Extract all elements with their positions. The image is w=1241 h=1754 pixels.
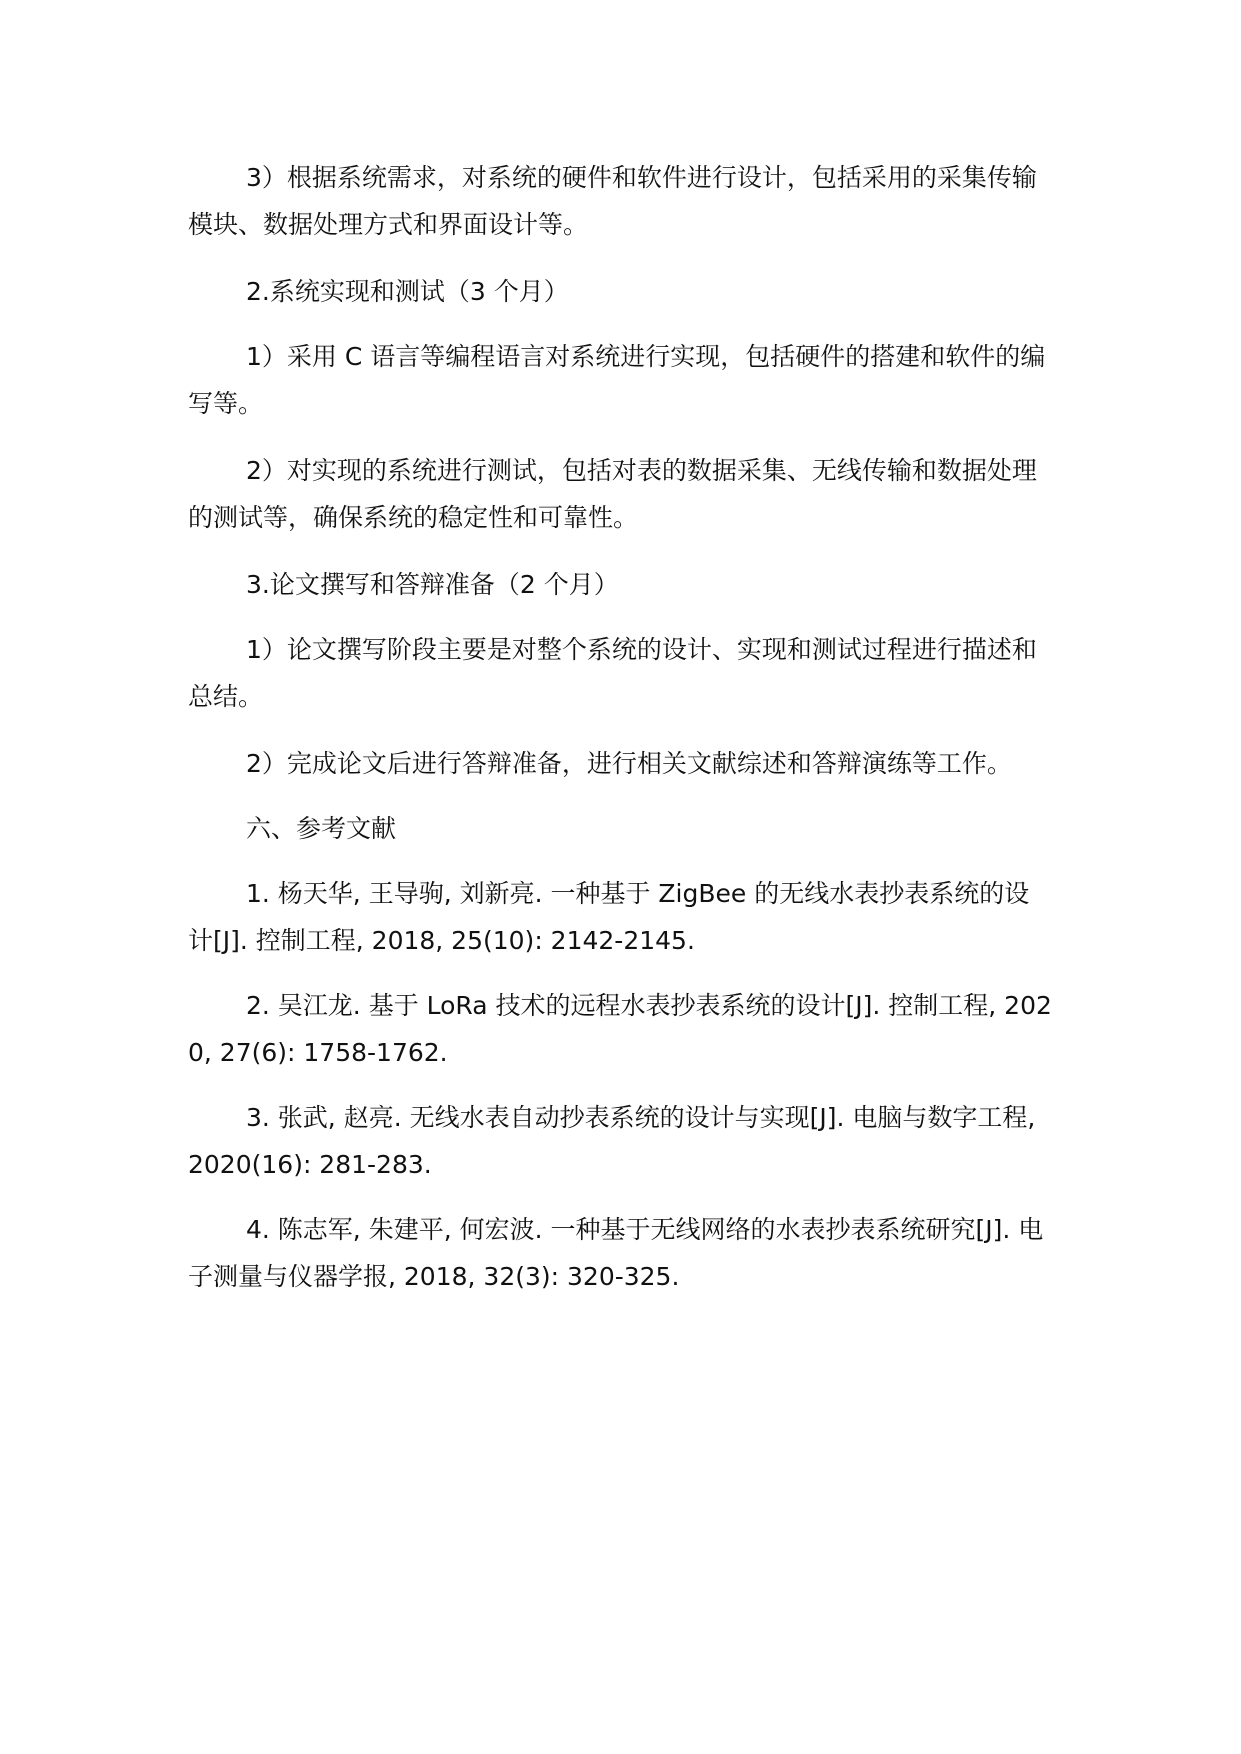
reference-item: 1. 杨天华, 王导驹, 刘新亮. 一种基于 ZigBee 的无线水表抄表系统的设计[J]. 控制工程, 2018, 25(10): 2142-2145.: [188, 879, 1030, 955]
plan-phase-implementation-testing: 2.系统实现和测试（3 个月）: [246, 277, 569, 306]
reference-item: 2. 吴江龙. 基于 LoRa 技术的远程水表抄表系统的设计[J]. 控制工程, 2020, 27(6): 1758-1762.: [188, 991, 1052, 1067]
plan-item-thesis-writing: 1）论文撰写阶段主要是对整个系统的设计、实现和测试过程进行描述和总结。: [188, 635, 1037, 711]
document-body: [188, 154, 1054, 1318]
references-list: [188, 870, 1054, 1300]
reference-item: 3. 张武, 赵亮. 无线水表自动抄表系统的设计与实现[J]. 电脑与数字工程, 2020(16): 281-283.: [188, 1103, 1036, 1179]
plan-phase-thesis-defense: 3.论文撰写和答辩准备（2 个月）: [246, 570, 619, 599]
plan-item-testing: 2）对实现的系统进行测试，包括对表的数据采集、无线传输和数据处理的测试等，确保系统的稳定性和可靠性。: [188, 456, 1037, 532]
plan-item-implementation: 1）采用 C 语言等编程语言对系统进行实现，包括硬件的搭建和软件的编写等。: [188, 342, 1046, 418]
plan-item-defense-preparation: 2）完成论文后进行答辩准备，进行相关文献综述和答辩演练等工作。: [246, 749, 1012, 778]
plan-item-design-details: 3）根据系统需求，对系统的硬件和软件进行设计，包括采用的采集传输模块、数据处理方式和界面设计等。: [188, 163, 1037, 239]
reference-item: 4. 陈志军, 朱建平, 何宏波. 一种基于无线网络的水表抄表系统研究[J]. 电子测量与仪器学报, 2018, 32(3): 320-325.: [188, 1215, 1044, 1291]
references-heading: 六、参考文献: [246, 814, 397, 843]
